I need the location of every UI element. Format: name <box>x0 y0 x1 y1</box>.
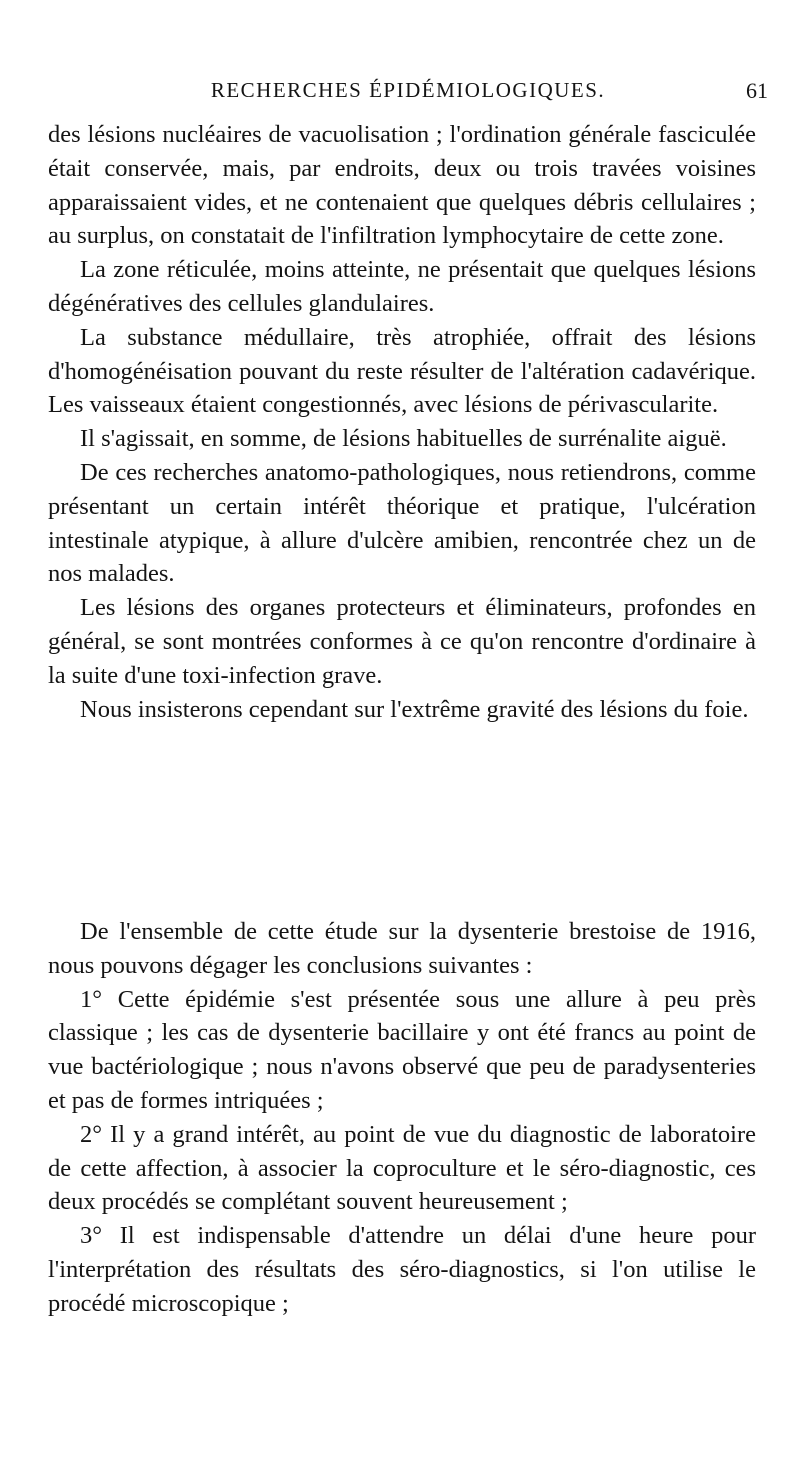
paragraph: Il s'agissait, en somme, de lésions habituelles de surrénalite aiguë. <box>80 425 727 453</box>
paragraph: La substance médullaire, très atrophiée, offrait des lésions d'homogénéisation pouvant du reste résulter de l'altération cadavérique. Les vaisseaux étaient congestionnés, avec lésions de périvascularite. <box>48 323 756 419</box>
paragraph: Nous insisterons cependant sur l'extrême gravité des lésions du foie. <box>80 695 749 723</box>
running-title: RECHERCHES ÉPIDÉMIOLOGIQUES. <box>210 78 606 102</box>
paragraph-continued: des lésions nucléaires de vacuolisation ; l'ordination générale fasciculée était conservée, mais, par endroits, deux ou trois travées voisines apparaissaient vides, et ne contenaient que quelques débris cellulaires ; au surplus, on constatait de l'infiltration lymphocytaire de cette zone. <box>48 121 756 250</box>
paragraph: La zone réticulée, moins atteinte, ne présentait que quelques lésions dégénératives des cellules glandulaires. <box>48 256 756 317</box>
text-block-conclusions <box>48 915 756 1321</box>
conclusion-item: 1° Cette épidémie s'est présentée sous une allure à peu près classique ; les cas de dysenterie bacillaire y ont été francs au point de vue bactériologique ; nous n'avons observé que peu de paradysenteries et pas de formes intriquées ; <box>48 985 756 1114</box>
conclusion-item: 3° Il est indispensable d'attendre un délai d'une heure pour l'interprétation des résultats des séro-diagnostics, si l'on utilise le procédé microscopique ; <box>48 1222 756 1317</box>
text-block-anatomopathology <box>48 118 756 726</box>
paragraph: De ces recherches anatomo-pathologiques, nous retiendrons, comme présentant un certain intérêt théorique et pratique, l'ulcération intestinale atypique, à allure d'ulcère amibien, rencontrée chez un de nos malades. <box>48 458 756 588</box>
conclusion-item: 2° Il y a grand intérêt, au point de vue du diagnostic de laboratoire de cette affection, à associer la coproculture et le séro-diagnostic, ces deux procédés se complétant souvent heureusement ; <box>48 1120 756 1216</box>
page-header <box>48 78 768 114</box>
paragraph: Les lésions des organes protecteurs et éliminateurs, profondes en général, se sont montrées conformes à ce qu'on rencontre d'ordinaire à la suite d'une toxi-infection grave. <box>48 594 756 689</box>
page-number: 61 <box>746 78 768 103</box>
paragraph: De l'ensemble de cette étude sur la dysenterie brestoise de 1916, nous pouvons dégager les conclusions suivantes : <box>48 918 756 979</box>
